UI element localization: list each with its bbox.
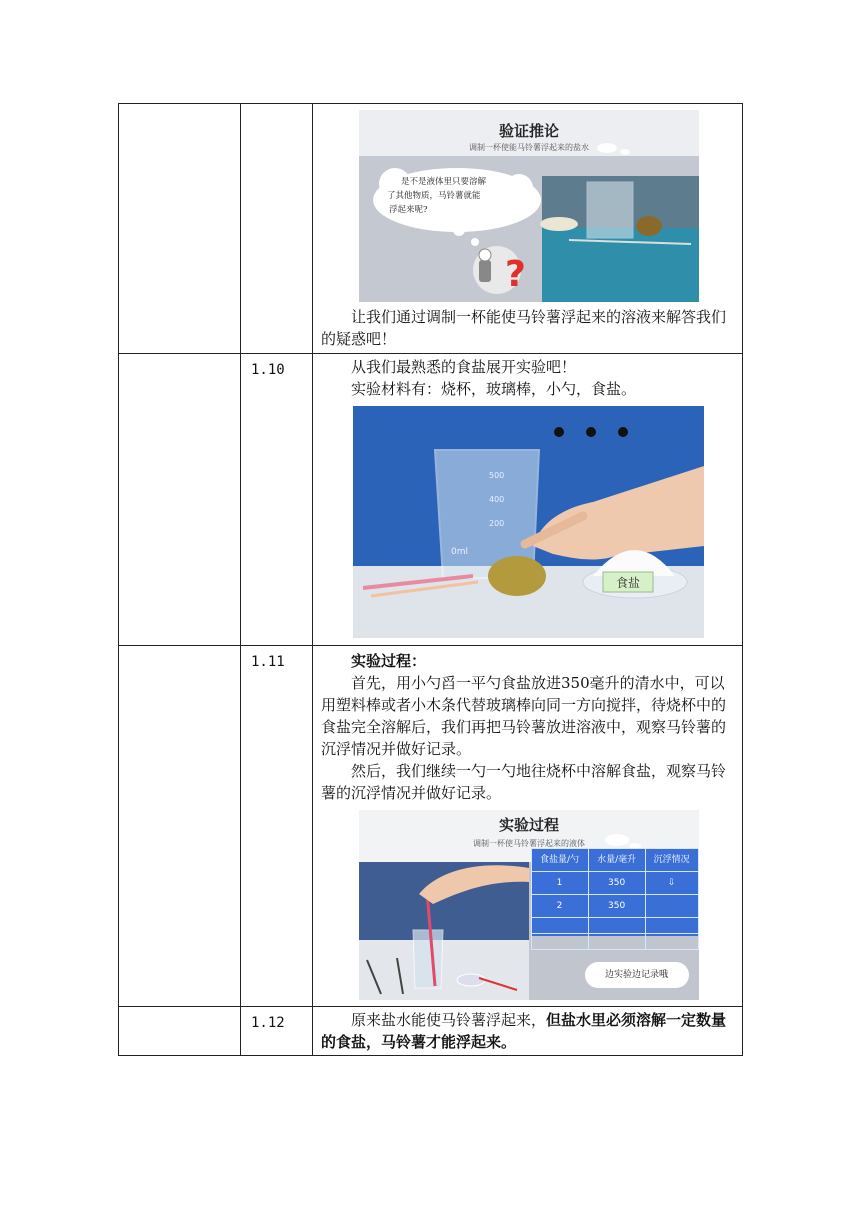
- table-row: [531, 872, 698, 895]
- verify-inference-slide: [359, 110, 699, 302]
- header-cell: 沉浮情况: [645, 849, 698, 872]
- bubble-line-2: 了其他物质，马铃薯就能: [386, 191, 481, 201]
- cell-empty: [119, 104, 241, 354]
- record-table: [531, 848, 699, 950]
- paragraph: 首先，用小勺舀一平勺食盐放进350毫升的清水中，可以用塑料棒或者小木条代替玻璃棒向同一方向搅拌，待烧杯中的食盐完全溶解后，我们再把马铃薯放进溶液中，观察马铃薯的沉浮情况并做好记录。: [321, 674, 727, 758]
- conclusion-emphasis: 但盐水里必须溶解一定数量的食盐，马铃薯才能浮起来。: [321, 1011, 727, 1051]
- header-cell: 食盐量/勺: [531, 849, 588, 872]
- header-cell: 水量/毫升: [588, 849, 645, 872]
- slide-subtitle: 调制一杯使能马铃薯浮起来的盐水: [468, 143, 589, 152]
- table-cell: 1: [531, 872, 588, 895]
- cell-empty: [119, 646, 241, 1007]
- cell-content: [313, 646, 743, 1007]
- table-header-row: [531, 849, 698, 872]
- table-cell: 2: [531, 895, 588, 918]
- table-cell: 350: [588, 895, 645, 918]
- cell-content: [313, 1007, 743, 1056]
- beaker-mark: 500: [489, 471, 505, 480]
- table-cell: [645, 895, 698, 918]
- conclusion-text: 原来盐水能使马铃薯浮起来，: [351, 1011, 547, 1029]
- paragraph: 实验材料有：烧杯，玻璃棒，小勺，食盐。: [351, 380, 637, 398]
- table-row: [531, 934, 698, 950]
- beaker-mark: 400: [489, 495, 505, 504]
- table-cell: 350: [588, 872, 645, 895]
- slide-title: 实验过程: [498, 816, 559, 834]
- cell-empty: [119, 354, 241, 646]
- cell-content: [313, 104, 743, 354]
- conclusion-paragraph: [321, 1009, 736, 1053]
- materials-photo: [353, 406, 704, 638]
- bubble-line-3: 浮起来呢?: [388, 205, 428, 215]
- salt-label: 食盐: [615, 576, 641, 590]
- beaker-mark: 0ml: [451, 547, 468, 557]
- slide-subtitle: 调制一杯使马铃薯浮起来的液体: [472, 839, 585, 848]
- cell-number: 1.12: [241, 1007, 313, 1056]
- table-row: [119, 1007, 743, 1056]
- question-mark-icon: ?: [504, 254, 526, 295]
- paragraph: 让我们通过调制一杯能使马铃薯浮起来的溶液来解答我们的疑惑吧！: [321, 308, 727, 348]
- bubble-line-1: 是不是液体里只要溶解: [400, 177, 486, 187]
- record-reminder-bubble: [585, 962, 689, 988]
- table-row: [531, 895, 698, 918]
- table-row: [119, 646, 743, 1007]
- cell-number: 1.11: [241, 646, 313, 1007]
- record-table-bg: [531, 848, 699, 936]
- lesson-table: [118, 103, 743, 1056]
- section-heading: 实验过程：: [351, 652, 427, 670]
- down-arrow-icon: ⇩: [645, 872, 698, 895]
- beaker-mark: 200: [489, 519, 505, 528]
- paragraph: 然后，我们继续一勺一勺地往烧杯中溶解食盐，观察马铃薯的沉浮情况并做好记录。: [321, 762, 727, 802]
- slide-title: 验证推论: [498, 122, 559, 140]
- paragraph: 从我们最熟悉的食盐展开实验吧！: [351, 358, 577, 376]
- table-row: [119, 104, 743, 354]
- cell-empty: [119, 1007, 241, 1056]
- potato: [488, 556, 546, 596]
- table-row: [531, 918, 698, 934]
- bubble-text: 边实验边记录哦: [604, 970, 668, 980]
- cell-content: [313, 354, 743, 646]
- cell-number: 1.10: [241, 354, 313, 646]
- cell-number: [241, 104, 313, 354]
- table-row: [119, 354, 743, 646]
